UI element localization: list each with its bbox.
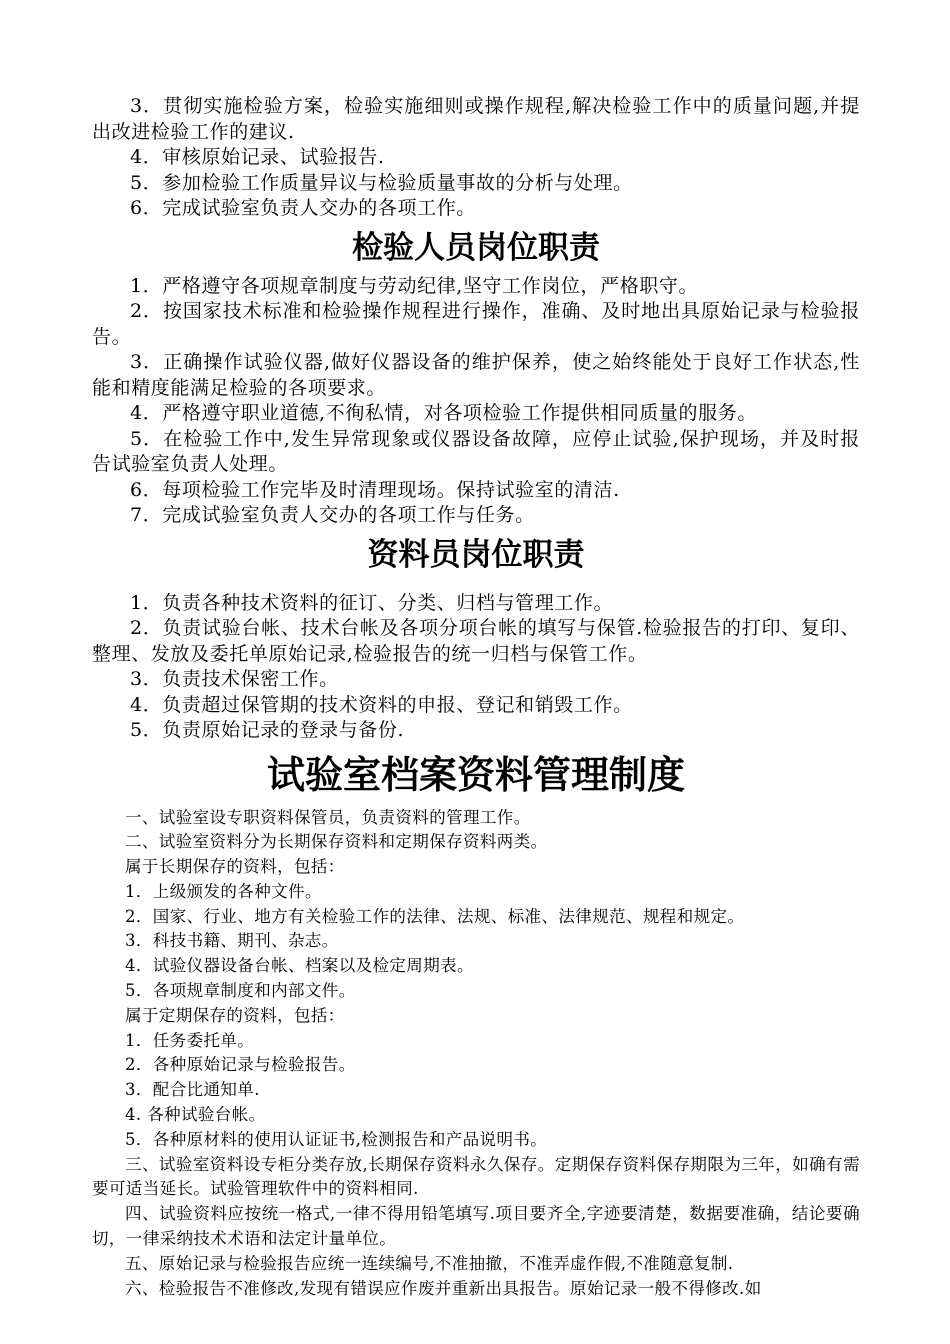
- list-item: 一、试验室设专职资料保管员，负责资料的管理工作。: [125, 807, 531, 827]
- inspector-duties-section: [92, 222, 860, 529]
- list-item: 4．审核原始记录、试验报告.: [130, 146, 385, 168]
- list-item: 7．完成试验室负责人交办的各项工作与任务。: [130, 504, 535, 526]
- list-item: 2．各种原始记录与检验报告。: [125, 1055, 356, 1075]
- list-item: 1．上级颁发的各种文件。: [125, 881, 322, 901]
- clerk-duties-section: [92, 529, 860, 744]
- list-item: 1．负责各种技术资料的征订、分类、归档与管理工作。: [130, 591, 614, 614]
- section-heading-inspector: 检验人员岗位职责: [352, 229, 600, 266]
- list-item: 二、试验室资料分为长期保存资料和定期保存资料两类。: [125, 832, 548, 852]
- list-item: 三、试验室资料设专柜分类存放,长期保存资料永久保存。定期保存资料保存期限为三年，如确有需要可适当延长。试验管理软件中的资料相同.: [92, 1154, 860, 1199]
- list-item: 6．每项检验工作完毕及时清理现场。保持试验室的清洁.: [130, 478, 620, 501]
- list-item: 3．负责技术保密工作。: [130, 668, 339, 690]
- list-item: 3．科技书籍、期刊、杂志。: [125, 931, 339, 951]
- list-item: 4．负责超过保管期的技术资料的申报、登记和销毁工作。: [130, 693, 633, 716]
- list-item: 2．国家、行业、地方有关检验工作的法律、法规、标准、法律规范、规程和规定。: [125, 906, 745, 926]
- document-page: [92, 94, 860, 1301]
- list-item: 五、原始记录与检验报告应统一连续编号,不准抽撤，不准弄虚作假,不准随意复制.: [125, 1253, 734, 1273]
- intro-section: [92, 94, 860, 222]
- list-item: 1．任务委托单。: [125, 1030, 255, 1050]
- list-item: 2．按国家技术标准和检验操作规程进行操作，准确、及时地出具原始记录与检验报告。: [92, 300, 860, 348]
- list-item: 4．严格遵守职业道德,不徇私情，对各项检验工作提供相同质量的服务。: [130, 402, 757, 424]
- list-item: 3．正确操作试验仪器,做好仪器设备的维护保养，使之始终能处于良好工作状态,性能和精度能满足检验的各项要求。: [92, 351, 860, 399]
- list-item: 3．配合比通知单.: [125, 1080, 260, 1100]
- list-item: 4．试验仪器设备台帐、档案以及检定周期表。: [125, 956, 474, 976]
- section-heading-clerk: 资料员岗位职责: [367, 536, 585, 573]
- list-item: 6．完成试验室负责人交办的各项工作。: [130, 197, 476, 219]
- list-item: 属于长期保存的资料，包括：: [125, 857, 345, 877]
- list-item: 四、试验资料应按统一格式,一律不得用铅笔填写.项目要齐全,字迹要清楚，数据要准确，结论要确切，一律采纳技术术语和法定计量单位。: [92, 1204, 860, 1249]
- list-item: 3．贯彻实施检验方案，检验实施细则或操作规程,解决检验工作中的质量问题,并提出改进检验工作的建议.: [92, 95, 860, 143]
- list-item: 属于定期保存的资料，包括：: [125, 1005, 345, 1025]
- list-item: 5．负责原始记录的登录与备份.: [130, 719, 405, 741]
- archive-rules-section: [92, 744, 860, 1302]
- list-item: 2．负责试验台帐、技术台帐及各项分项台帐的填写与保管.检验报告的打印、复印、整理、发放及委托单原始记录,检验报告的统一归档与保管工作。: [92, 617, 860, 665]
- list-item: 4. 各种试验台帐。: [125, 1105, 266, 1125]
- section-heading-archive: 试验室档案资料管理制度: [266, 752, 685, 797]
- list-item: 5．各种原材料的使用认证证书,检测报告和产品说明书。: [125, 1129, 548, 1149]
- list-item: 1．严格遵守各项规章制度与劳动纪律,坚守工作岗位，严格职守。: [130, 274, 699, 297]
- list-item: 5．在检验工作中,发生异常现象或仪器设备故障，应停止试验,保护现场，并及时报告试验室负责人处理。: [92, 427, 860, 475]
- list-item: 5．参加检验工作质量异议与检验质量事故的分析与处理。: [130, 171, 633, 194]
- list-item: 六、检验报告不准修改,发现有错误应作废并重新出具报告。原始记录一般不得修改.如: [125, 1278, 762, 1298]
- list-item: 5．各项规章制度和内部文件。: [125, 981, 356, 1001]
